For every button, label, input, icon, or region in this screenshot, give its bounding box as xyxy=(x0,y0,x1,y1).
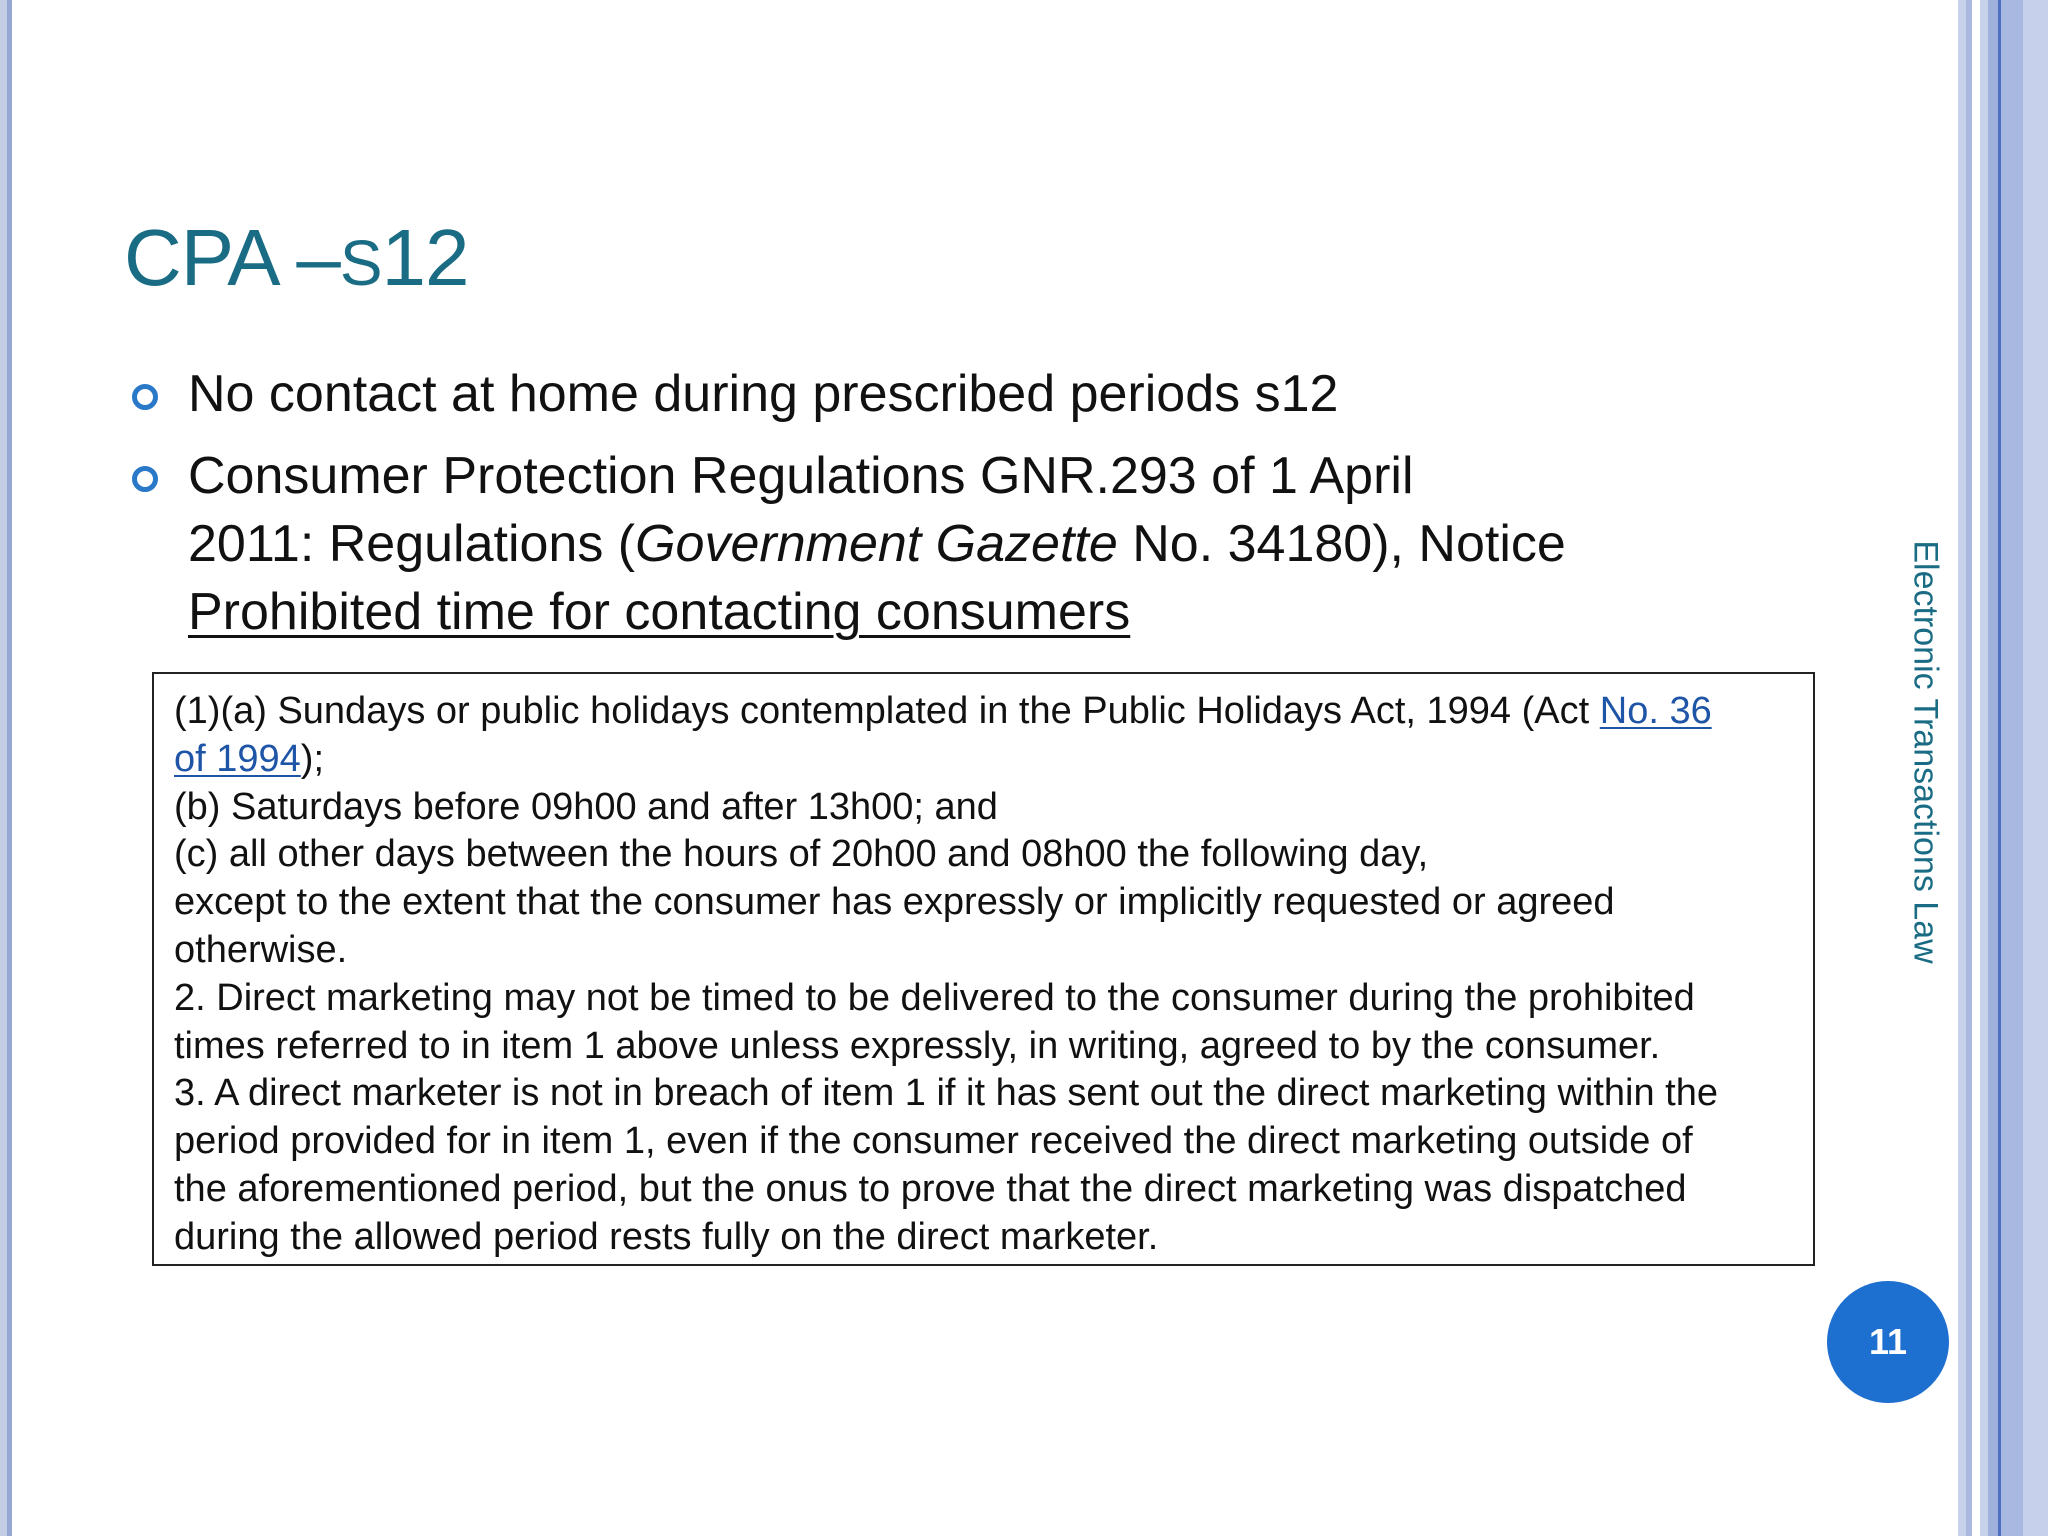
box-line: 2. Direct marketing may not be timed to be delivered to the consumer during the prohibited xyxy=(174,976,1695,1019)
box-line: the aforementioned period, but the onus to prove that the direct marketing was dispatched xyxy=(174,1167,1687,1210)
right-stripe xyxy=(1988,0,1998,1536)
right-stripe xyxy=(1966,0,1972,1536)
regulation-text-box xyxy=(152,672,1815,1266)
bullet-item xyxy=(130,360,1750,428)
box-line: (b) Saturdays before 09h00 and after 13h00; and xyxy=(174,785,998,828)
bullet-circle-icon xyxy=(132,466,158,492)
bullet-list xyxy=(130,360,1750,660)
bullet-line-2 xyxy=(188,510,1750,578)
page-number: 11 xyxy=(1868,1321,1908,1362)
right-stripe xyxy=(1958,0,1966,1536)
left-border-stripe-inner xyxy=(7,0,12,1536)
page-number-badge xyxy=(1827,1281,1949,1403)
box-line: except to the extent that the consumer has expressly or implicitly requested or agreed xyxy=(174,881,1615,924)
prohibited-time-heading: Prohibited time for contacting consumers xyxy=(188,583,1131,641)
bullet-line-2-start: 2011: Regulations ( xyxy=(188,515,636,573)
bullet-text: No contact at home during prescribed periods s12 xyxy=(188,365,1339,423)
bullet-circle-icon xyxy=(132,384,158,410)
gazette-title: Government Gazette xyxy=(635,515,1118,573)
right-stripe xyxy=(2001,0,2023,1536)
right-stripe xyxy=(1980,0,1988,1536)
box-line: period provided for in item 1, even if the consumer received the direct marketing outside of xyxy=(174,1120,1693,1163)
act-link[interactable]: No. 36 xyxy=(1599,690,1712,732)
bullet-item xyxy=(130,442,1750,646)
box-line: otherwise. xyxy=(174,928,348,971)
box-line: during the allowed period rests fully on the direct marketer. xyxy=(174,1215,1159,1258)
box-line: times referred to in item 1 above unless expressly, in writing, agreed to by the consumer. xyxy=(174,1024,1661,1067)
box-line xyxy=(174,688,1793,736)
box-line-text: (1)(a) Sundays or public holidays contemplated in the Public Holidays Act, 1994 (Act xyxy=(174,690,1600,732)
box-line: 3. A direct marketer is not in breach of item 1 if it has sent out the direct marketing within the xyxy=(174,1072,1718,1115)
title-main: CPA – xyxy=(124,213,340,302)
slide-title xyxy=(124,212,469,304)
bullet-line-1: Consumer Protection Regulations GNR.293 of 1 April xyxy=(188,447,1414,505)
box-line: (c) all other days between the hours of 20h00 and 08h00 the following day, xyxy=(174,833,1429,876)
box-line-text: ); xyxy=(300,737,325,780)
bullet-line-2-end: No. 34180), Notice xyxy=(1117,515,1566,573)
right-stripe xyxy=(2023,0,2048,1536)
title-small-caps: S xyxy=(339,227,382,299)
bullet-line-3 xyxy=(188,578,1750,646)
side-footer-label: Electronic Transactions Law xyxy=(1906,540,1945,964)
box-line xyxy=(174,736,1793,784)
act-link[interactable]: of 1994 xyxy=(174,737,301,780)
left-border-stripe xyxy=(0,0,7,1536)
title-number: 12 xyxy=(381,213,469,302)
